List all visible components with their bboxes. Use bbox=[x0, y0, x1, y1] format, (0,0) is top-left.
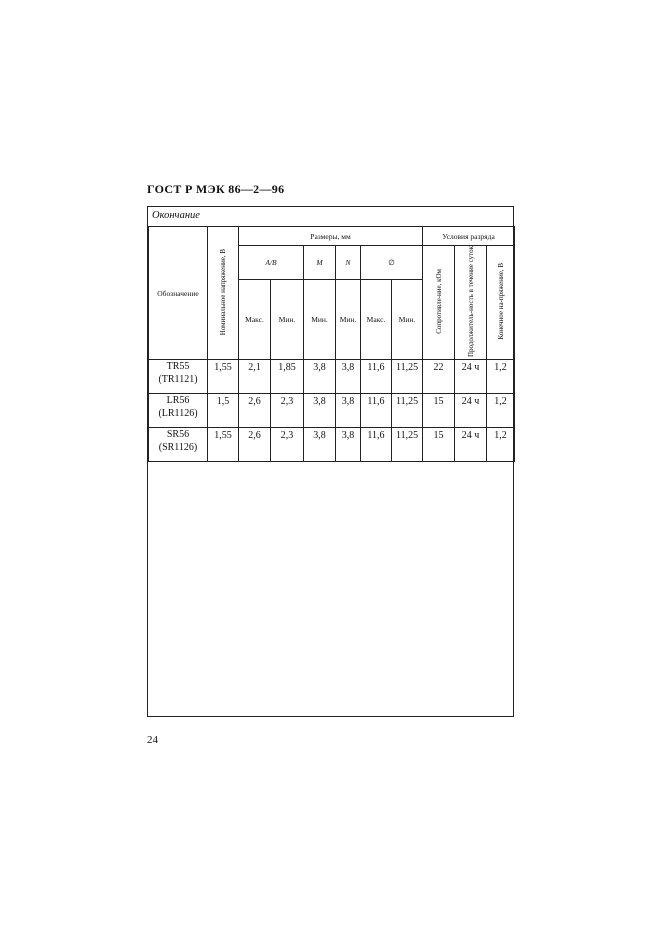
cell-ab-min: 1,85 bbox=[271, 360, 304, 394]
cell-ab-max: 2,1 bbox=[239, 360, 271, 394]
cell-duration: 24 ч bbox=[455, 394, 487, 428]
cell-d-min: 11,25 bbox=[392, 428, 423, 462]
cell-resistance: 15 bbox=[423, 394, 455, 428]
cell-d-max: 11,6 bbox=[361, 428, 392, 462]
cell-m-min: 3,8 bbox=[304, 394, 336, 428]
cell-ab-max: 2,6 bbox=[239, 394, 271, 428]
row-designation: LR56 (LR1126) bbox=[149, 394, 208, 428]
header-d-max: Макс. bbox=[361, 280, 392, 360]
header-d-min: Мин. bbox=[392, 280, 423, 360]
cell-duration: 24 ч bbox=[455, 428, 487, 462]
header-n: N bbox=[336, 246, 361, 280]
cell-voltage: 1,55 bbox=[208, 428, 239, 462]
header-n-min: Мин. bbox=[336, 280, 361, 360]
cell-d-min: 11,25 bbox=[392, 394, 423, 428]
header-m: M bbox=[304, 246, 336, 280]
cell-end-voltage: 1,2 bbox=[487, 360, 515, 394]
cell-voltage: 1,55 bbox=[208, 360, 239, 394]
cell-duration: 24 ч bbox=[455, 360, 487, 394]
header-duration: Продолжитель-ность в течение суток bbox=[455, 246, 487, 360]
cell-n-min: 3,8 bbox=[336, 394, 361, 428]
row-designation: TR55 (TR1121) bbox=[149, 360, 208, 394]
header-voltage: Номинальное напряжение, В bbox=[208, 227, 239, 360]
header-ab-max: Макс. bbox=[239, 280, 271, 360]
header-designation: Обозначение bbox=[149, 227, 208, 360]
cell-resistance: 15 bbox=[423, 428, 455, 462]
cell-ab-min: 2,3 bbox=[271, 428, 304, 462]
cell-m-min: 3,8 bbox=[304, 360, 336, 394]
table-row bbox=[149, 360, 515, 394]
cell-n-min: 3,8 bbox=[336, 428, 361, 462]
header-ab: A/B bbox=[239, 246, 304, 280]
row-designation: SR56 (SR1126) bbox=[149, 428, 208, 462]
cell-resistance: 22 bbox=[423, 360, 455, 394]
cell-end-voltage: 1,2 bbox=[487, 394, 515, 428]
cell-m-min: 3,8 bbox=[304, 428, 336, 462]
header-ab-min: Мин. bbox=[271, 280, 304, 360]
cell-d-max: 11,6 bbox=[361, 360, 392, 394]
table-caption: Окончание bbox=[152, 210, 200, 221]
cell-end-voltage: 1,2 bbox=[487, 428, 515, 462]
table-frame bbox=[147, 206, 514, 717]
header-diameter: ∅ bbox=[361, 246, 423, 280]
cell-d-max: 11,6 bbox=[361, 394, 392, 428]
header-dimensions: Размеры, мм bbox=[239, 227, 423, 246]
battery-dimensions-table bbox=[148, 226, 515, 462]
header-resistance: Сопротивле-ние, кОм bbox=[423, 246, 455, 360]
header-end-voltage: Конечное на-пряжение, В bbox=[487, 246, 515, 360]
document-title: ГОСТ Р МЭК 86—2—96 bbox=[147, 182, 285, 196]
table-row bbox=[149, 428, 515, 462]
cell-d-min: 11,25 bbox=[392, 360, 423, 394]
table-row bbox=[149, 394, 515, 428]
header-m-min: Мин. bbox=[304, 280, 336, 360]
cell-ab-min: 2,3 bbox=[271, 394, 304, 428]
cell-n-min: 3,8 bbox=[336, 360, 361, 394]
header-discharge: Условия разряда bbox=[423, 227, 515, 246]
cell-voltage: 1,5 bbox=[208, 394, 239, 428]
page-number: 24 bbox=[147, 734, 158, 746]
cell-ab-max: 2,6 bbox=[239, 428, 271, 462]
